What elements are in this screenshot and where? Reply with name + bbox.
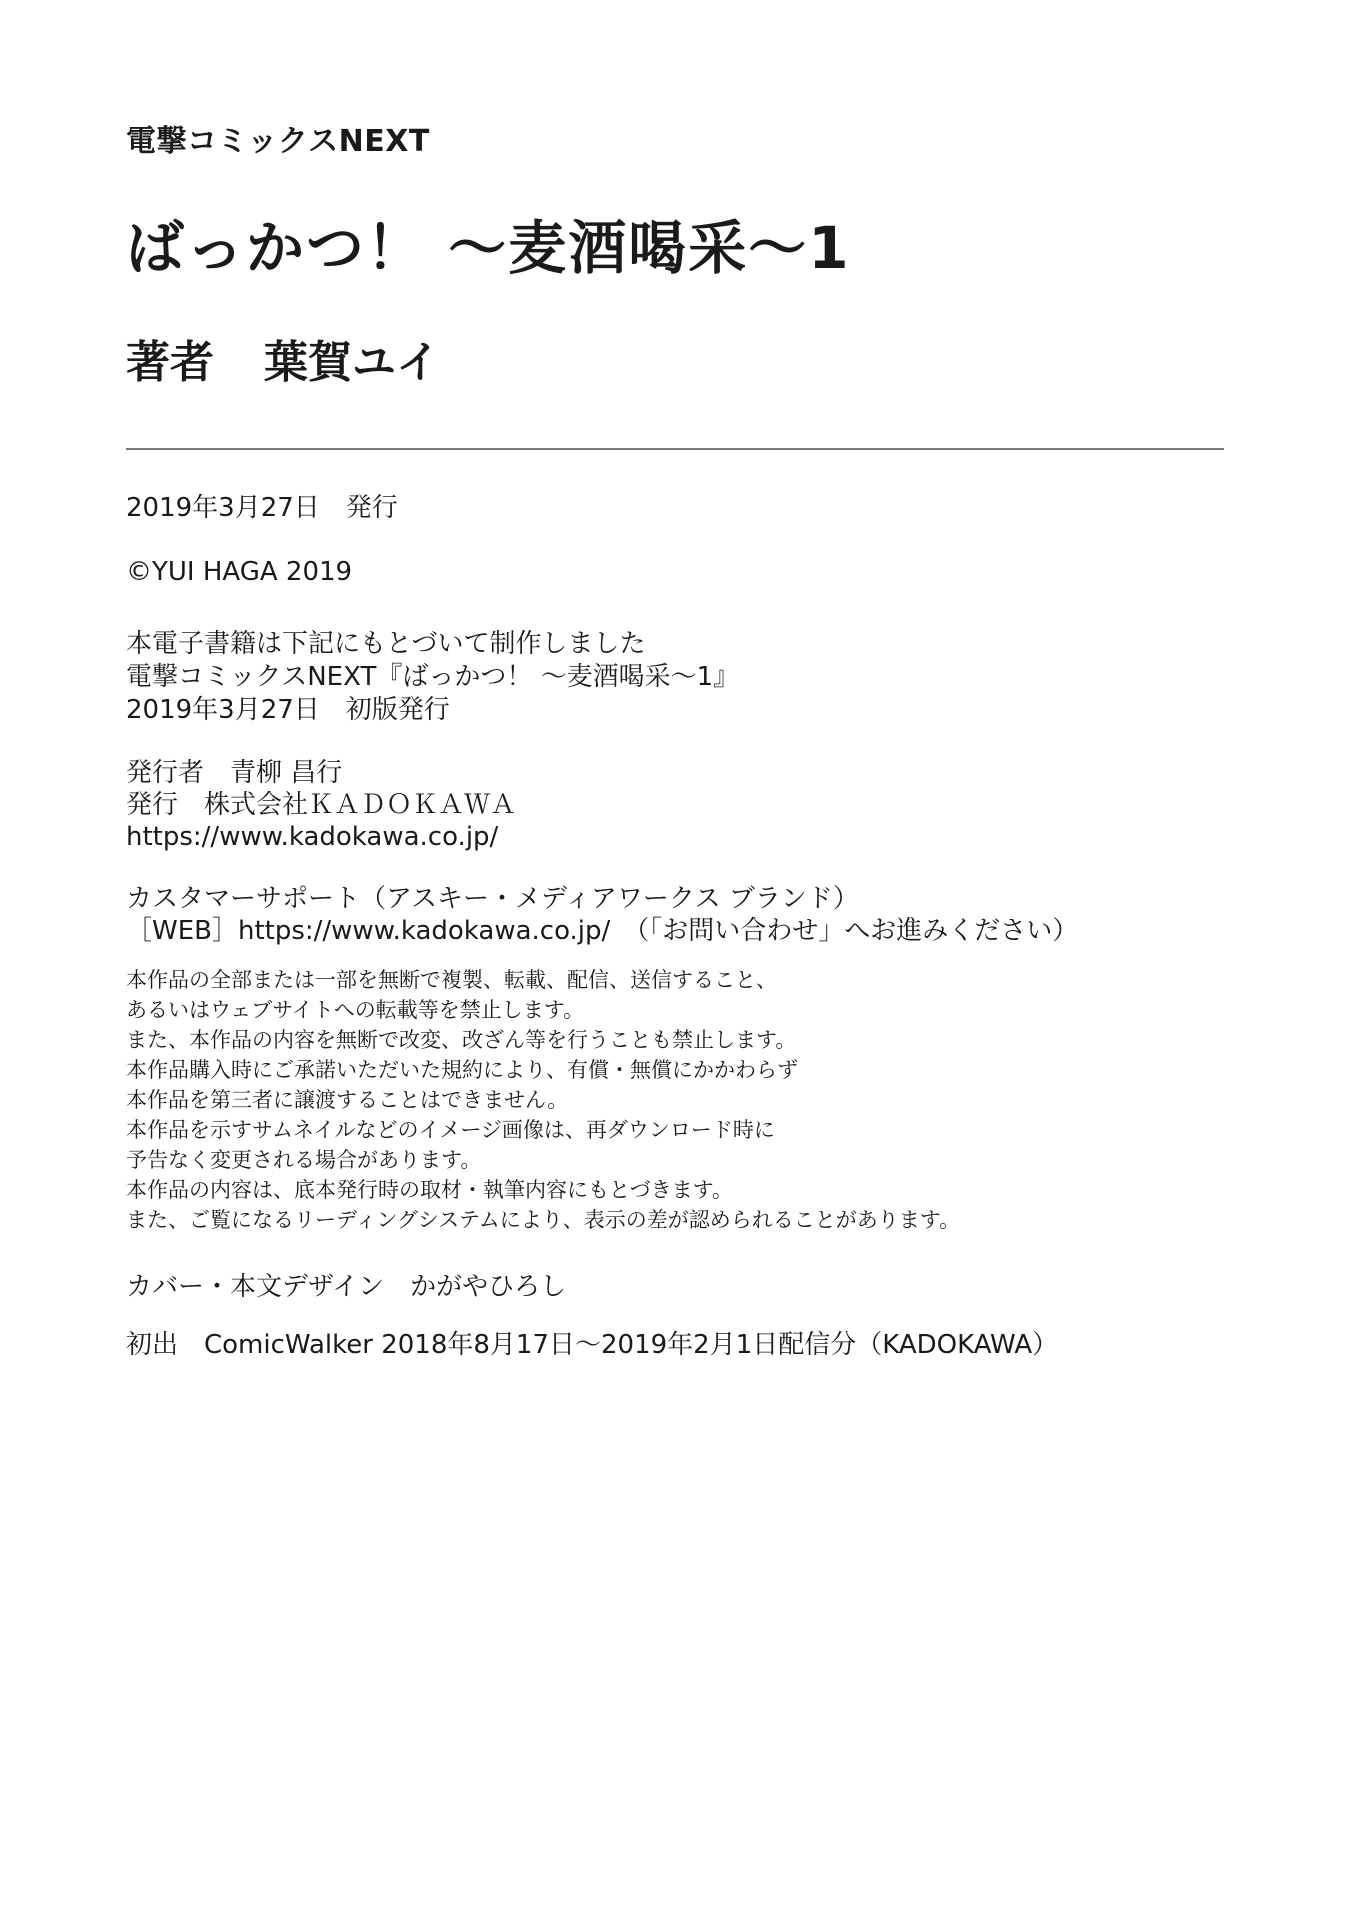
publisher-url: https://www.kadokawa.co.jp/ (126, 822, 499, 852)
notice-line: また、本作品の内容を無断で改変、改ざん等を行うことも禁止します。 (126, 1028, 797, 1052)
source-info-block (126, 628, 1226, 727)
usage-notice-block (126, 965, 1226, 1235)
notice-line: あるいはウェブサイトへの転載等を禁止します。 (126, 998, 585, 1022)
copyright-notice: ©YUI HAGA 2019 (126, 557, 353, 587)
colophon-page (126, 120, 1226, 1361)
author-role: 著者 (126, 337, 214, 388)
imprint-label: 電撃コミックスNEXT (126, 124, 430, 159)
publisher-info-block (126, 757, 1226, 853)
divider-rule (126, 448, 1224, 450)
notice-line: 本作品の全部または一部を無断で複製、転載、配信、送信すること、 (126, 968, 777, 992)
notice-line: 本作品を第三者に譲渡することはできません。 (126, 1088, 569, 1112)
publisher-info-line: 発行 株式会社ＫＡＤＯＫＡＷＡ (126, 790, 517, 820)
author-name: 葉賀ユイ (264, 337, 440, 388)
notice-line: 本作品の内容は、底本発行時の取材・執筆内容にもとづきます。 (126, 1178, 733, 1202)
support-info-line: カスタマーサポート（アスキー・メディアワークス ブランド） (126, 884, 859, 914)
source-info-line: 電撃コミックスNEXT『ばっかつ！ ～麦酒喝采～1』 (126, 662, 740, 692)
book-title: ばっかつ！ ～麦酒喝采～1 (126, 214, 851, 282)
support-info-block (126, 883, 1226, 947)
support-web-line: ［WEB］https://www.kadokawa.co.jp/ （「お問い合わせ」へお進みください） (126, 916, 1079, 946)
source-info-line: 本電子書籍は下記にもとづいて制作しました (126, 629, 646, 659)
design-credit: カバー・本文デザイン かがやひろし (126, 1272, 567, 1302)
source-info-line: 2019年3月27日 初版発行 (126, 695, 450, 725)
notice-line: 本作品購入時にご承諾いただいた規約により、有償・無償にかかわらず (126, 1058, 798, 1082)
notice-line: 本作品を示すサムネイルなどのイメージ画像は、再ダウンロード時に (126, 1118, 775, 1142)
publisher-info-line: 発行者 青柳 昌行 (126, 758, 343, 788)
first-published-line: 初出 ComicWalker 2018年8月17日～2019年2月1日配信分（KADOKAWA） (126, 1330, 1059, 1360)
notice-line: また、ご覧になるリーディングシステムにより、表示の差が認められることがあります。 (126, 1208, 961, 1232)
notice-line: 予告なく変更される場合があります。 (126, 1148, 482, 1172)
author-line (126, 334, 1226, 392)
publication-date: 2019年3月27日 発行 (126, 493, 398, 523)
